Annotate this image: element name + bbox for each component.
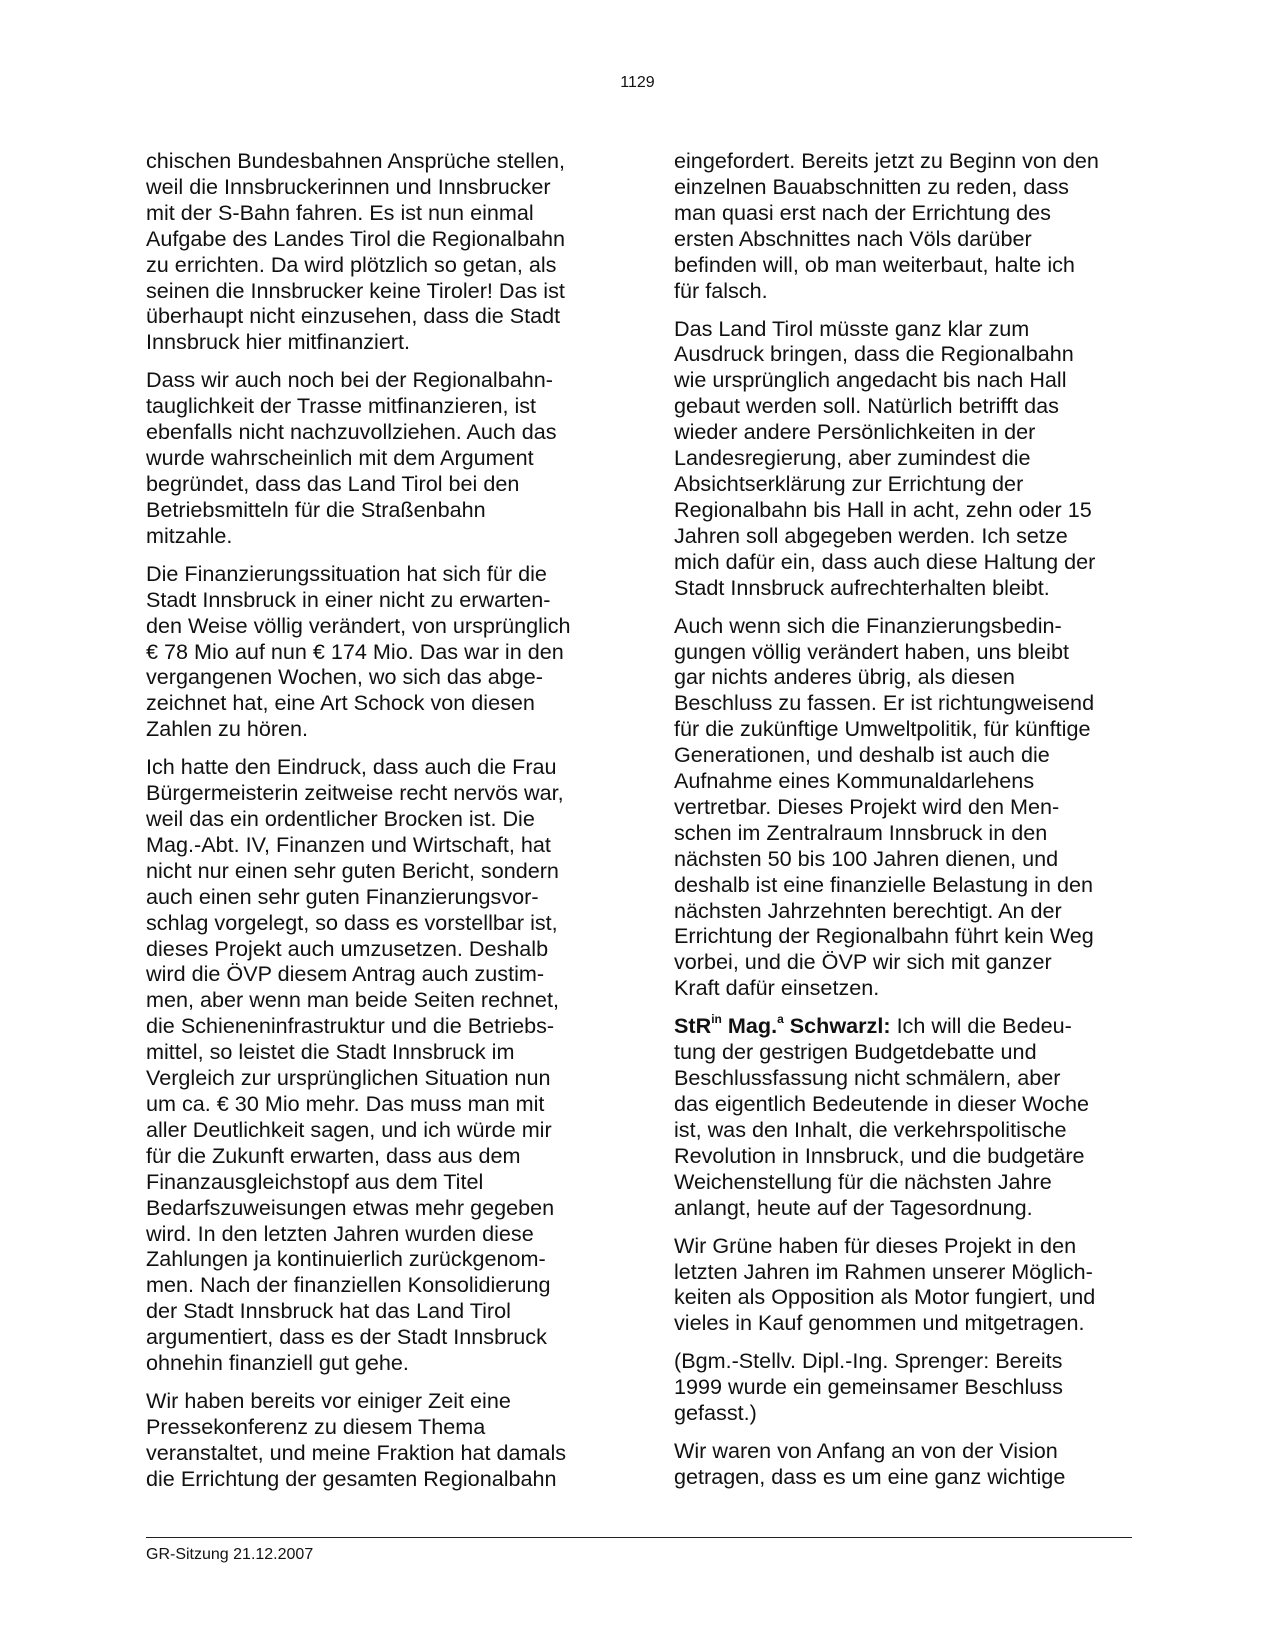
speaker-degree: Mag.: [727, 1013, 778, 1039]
text-line: vorbei, und die ÖVP wir sich mit ganzer: [674, 949, 1052, 975]
text-line: einzelnen Bauabschnitten zu reden, dass: [674, 173, 1069, 199]
text-line: (Bgm.-Stellv. Dipl.-Ing. Sprenger: Bereits: [674, 1348, 1063, 1374]
text-line: ersten Abschnittes nach Völs darüber: [674, 225, 1032, 251]
text-line: weil die Innsbruckerinnen und Innsbrucker: [146, 173, 551, 199]
text-line: nächsten Jahrzehnten berechtigt. An der: [674, 897, 1062, 923]
speaker-degree-suffix: a: [777, 1012, 784, 1027]
text-line: gefasst.): [674, 1400, 757, 1426]
text-line: Finanzausgleichstopf aus dem Titel: [146, 1168, 484, 1194]
text-line: um ca. € 30 Mio mehr. Das muss man mit: [146, 1091, 545, 1116]
text-line: überhaupt nicht einzusehen, dass die Stadt: [146, 303, 561, 329]
text-line: Dass wir auch noch bei der Regionalbahn-: [146, 367, 553, 393]
text-line: tung der gestrigen Budgetdebatte und: [674, 1039, 1037, 1065]
text-line: den Weise völlig verändert, von ursprünglich: [146, 612, 571, 638]
text-line: für die Zukunft erwarten, dass aus dem: [146, 1142, 521, 1168]
right-column: [674, 148, 1134, 1502]
text-line: Aufnahme eines Kommunaldarlehens: [674, 768, 1035, 794]
text-line: gungen völlig verändert haben, uns bleibt: [674, 638, 1069, 664]
speaker-name: [674, 1013, 891, 1038]
text-line: wird die ÖVP diesem Antrag auch zustim-: [146, 961, 545, 987]
text-line: Stadt Innsbruck aufrechterhalten bleibt.: [674, 574, 1050, 600]
paragraph: [146, 1388, 598, 1492]
paragraph: [674, 1438, 1134, 1490]
text-line: vertretbar. Dieses Projekt wird den Men-: [674, 793, 1060, 819]
text-line: auch einen sehr guten Finanzierungsvor-: [146, 883, 539, 909]
text-line: Ich hatte den Eindruck, dass auch die Frau: [146, 754, 557, 780]
text-line: mit der S-Bahn fahren. Es ist nun einmal: [146, 199, 534, 225]
text-line: eingefordert. Bereits jetzt zu Beginn von den: [674, 148, 1099, 173]
text-line: Revolution in Innsbruck, und die budgetäre: [674, 1142, 1085, 1168]
text-line: veranstaltet, und meine Fraktion hat damals: [146, 1439, 567, 1465]
footer-text: GR-Sitzung 21.12.2007: [146, 1546, 314, 1563]
text-line: aller Deutlichkeit sagen, und ich würde mir: [146, 1116, 552, 1142]
text-line: Kraft dafür einsetzen.: [674, 975, 880, 1001]
text-line: Errichtung der Regionalbahn führt kein Weg: [674, 923, 1094, 949]
text-line: Stadt Innsbruck in einer nicht zu erwarten-: [146, 586, 551, 612]
text-line: Weichenstellung für die nächsten Jahre: [674, 1168, 1052, 1194]
text-line: [674, 1013, 1134, 1039]
text-line: begründet, dass das Land Tirol bei den: [146, 470, 520, 496]
text-line: Generationen, und deshalb ist auch die: [674, 742, 1050, 768]
paragraph: [146, 754, 598, 1376]
text-line: ist, was den Inhalt, die verkehrspolitische: [674, 1116, 1067, 1142]
left-column: [146, 148, 598, 1504]
speaker-surname: Schwarzl:: [789, 1013, 891, 1039]
text-line: für die zukünftige Umweltpolitik, für künftige: [674, 716, 1091, 742]
text-line: men, aber wenn man beide Seiten rechnet,: [146, 987, 559, 1013]
paragraph: [674, 613, 1134, 1002]
speech-start: Ich will die Bedeu-: [896, 1013, 1072, 1039]
text-line: Mag.-Abt. IV, Finanzen und Wirtschaft, hat: [146, 831, 551, 857]
text-line: ohnehin finanziell gut gehe.: [146, 1350, 409, 1376]
text-line: men. Nach der finanziellen Konsolidierung: [146, 1272, 551, 1298]
text-line: 1999 wurde ein gemeinsamer Beschluss: [674, 1374, 1063, 1400]
text-line: getragen, dass es um eine ganz wichtige: [674, 1464, 1066, 1490]
text-line: Wir haben bereits vor einiger Zeit eine: [146, 1388, 511, 1414]
text-line: seinen die Innsbrucker keine Tiroler! Das ist: [146, 277, 565, 303]
text-line: zeichnet hat, eine Art Schock von diesen: [146, 690, 535, 716]
text-line: Zahlungen ja kontinuierlich zurückgenom-: [146, 1246, 546, 1272]
text-line: Bedarfszuweisungen etwas mehr gegeben: [146, 1194, 555, 1220]
text-line: die Schieneninfrastruktur und die Betriebs-: [146, 1013, 555, 1039]
text-line: mich dafür ein, dass auch diese Haltung der: [674, 548, 1096, 574]
text-line: dieses Projekt auch umzusetzen. Deshalb: [146, 935, 549, 961]
text-line: nächsten 50 bis 100 Jahren dienen, und: [674, 845, 1059, 871]
text-line: Beschlussfassung nicht schmälern, aber: [674, 1065, 1061, 1091]
text-line: vergangenen Wochen, wo sich das abge-: [146, 664, 543, 690]
text-line: wird. In den letzten Jahren wurden diese: [146, 1220, 534, 1246]
text-line: wie ursprünglich angedacht bis nach Hall: [674, 367, 1067, 393]
text-line: keiten als Opposition als Motor fungiert, und: [674, 1284, 1096, 1310]
text-line: befinden will, ob man weiterbaut, halte ich: [674, 251, 1075, 277]
text-line: Die Finanzierungssituation hat sich für die: [146, 560, 547, 586]
interjection: [674, 1348, 1134, 1426]
paragraph: [146, 367, 598, 548]
speaker-title-suffix: in: [711, 1012, 722, 1027]
text-line: wieder andere Persönlichkeiten in der: [674, 419, 1036, 445]
text-line: chischen Bundesbahnen Ansprüche stellen,: [146, 148, 565, 173]
text-line: schen im Zentralraum Innsbruck in den: [674, 819, 1048, 845]
text-line: Bürgermeisterin zeitweise recht nervös war,: [146, 780, 564, 806]
text-line: nicht nur einen sehr guten Bericht, sondern: [146, 857, 559, 883]
text-line: Vergleich zur ursprünglichen Situation nun: [146, 1065, 551, 1091]
text-line: Zahlen zu hören.: [146, 716, 309, 742]
text-line: weil das ein ordentlicher Brocken ist. Die: [146, 806, 535, 832]
text-line: Wir Grüne haben für dieses Projekt in den: [674, 1232, 1077, 1258]
text-line: wurde wahrscheinlich mit dem Argument: [146, 445, 534, 471]
text-line: letzten Jahren im Rahmen unserer Möglich-: [674, 1258, 1093, 1284]
text-line: vieles in Kauf genommen und mitgetragen.: [674, 1310, 1085, 1336]
paragraph: [674, 316, 1134, 601]
text-line: deshalb ist eine finanzielle Belastung in den: [674, 871, 1093, 897]
text-line: ebenfalls nicht nachzuvollziehen. Auch das: [146, 419, 557, 445]
text-line: zu errichten. Da wird plötzlich so getan, als: [146, 251, 557, 277]
text-line: für falsch.: [674, 277, 768, 303]
text-line: € 78 Mio auf nun € 174 Mio. Das war in den: [146, 638, 564, 664]
text-line: tauglichkeit der Trasse mitfinanzieren, ist: [146, 393, 537, 419]
text-line: Pressekonferenz zu diesem Thema: [146, 1413, 486, 1439]
text-line: Regionalbahn bis Hall in acht, zehn oder 15: [674, 496, 1092, 522]
text-line: gar nichts anderes übrig, als diesen: [674, 664, 1015, 690]
text-line: argumentiert, dass es der Stadt Innsbruck: [146, 1324, 547, 1350]
text-line: Jahren soll abgegeben werden. Ich setze: [674, 522, 1068, 548]
paragraph: [146, 148, 598, 355]
text-line: Wir waren von Anfang an von der Vision: [674, 1438, 1058, 1464]
text-line: mittel, so leistet die Stadt Innsbruck im: [146, 1039, 515, 1065]
text-line: Ausdruck bringen, dass die Regionalbahn: [674, 341, 1074, 367]
paragraph: [674, 1233, 1134, 1337]
text-line: Beschluss zu fassen. Er ist richtungweisend: [674, 690, 1095, 716]
text-line: Innsbruck hier mitfinanziert.: [146, 329, 411, 355]
text-line: Betriebsmitteln für die Straßenbahn: [146, 496, 486, 522]
speaker-paragraph: [674, 1013, 1134, 1220]
text-line: man quasi erst nach der Errichtung des: [674, 199, 1051, 225]
speaker-title: StR: [674, 1013, 712, 1039]
text-line: anlangt, heute auf der Tagesordnung.: [674, 1194, 1033, 1220]
footer-divider: [146, 1537, 1132, 1538]
paragraph: [674, 148, 1134, 303]
text-line: die Errichtung der gesamten Regionalbahn: [146, 1465, 557, 1491]
text-line: der Stadt Innsbruck hat das Land Tirol: [146, 1298, 511, 1324]
text-line: gebaut werden soll. Natürlich betrifft das: [674, 393, 1059, 419]
text-line: Aufgabe des Landes Tirol die Regionalbahn: [146, 225, 565, 251]
text-line: das eigentlich Bedeutende in dieser Woche: [674, 1091, 1089, 1116]
text-line: mitzahle.: [146, 522, 233, 548]
text-line: Das Land Tirol müsste ganz klar zum: [674, 315, 1030, 341]
page-number: 1129: [620, 74, 655, 91]
text-line: schlag vorgelegt, so dass es vorstellbar ist,: [146, 909, 558, 935]
text-line: Absichtserklärung zur Errichtung der: [674, 470, 1024, 496]
paragraph: [146, 561, 598, 742]
text-line: Landesregierung, aber zumindest die: [674, 445, 1031, 471]
text-line: Auch wenn sich die Finanzierungsbedin-: [674, 612, 1062, 638]
